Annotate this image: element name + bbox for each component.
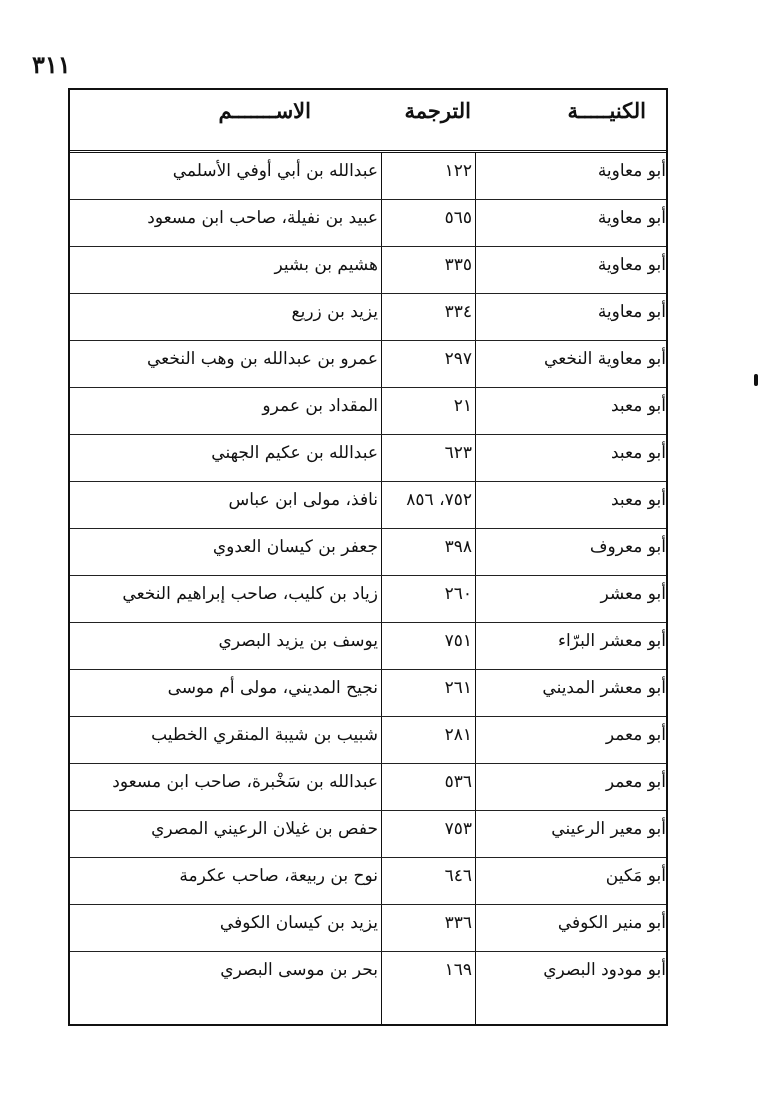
table-row — [70, 905, 666, 952]
kunya-index-table — [68, 88, 668, 1026]
table-row — [70, 811, 666, 858]
cell-kunya: أبو مودود البصري — [543, 960, 666, 980]
cell-tarjama: ٢٦٠ — [444, 584, 472, 604]
cell-name: حفص بن غيلان الرعيني المصري — [151, 819, 378, 839]
margin-mark — [754, 374, 758, 386]
cell-tarjama: ٢٦١ — [444, 678, 472, 698]
cell-name: عبدالله بن عكيم الجهني — [211, 443, 378, 463]
cell-name: يوسف بن يزيد البصري — [218, 631, 378, 651]
cell-name: نافذ، مولى ابن عباس — [228, 490, 378, 510]
cell-tarjama: ٧٥١ — [444, 631, 472, 651]
table-row — [70, 200, 666, 247]
table-row — [70, 529, 666, 576]
cell-name: شبيب بن شيبة المنقري الخطيب — [151, 725, 378, 745]
cell-tarjama: ٥٣٦ — [444, 772, 472, 792]
table-row — [70, 623, 666, 670]
table-header — [70, 90, 666, 153]
cell-kunya: أبو معاوية — [597, 302, 666, 322]
cell-tarjama: ٢٩٧ — [444, 349, 472, 369]
header-name: الاســـــــم — [218, 98, 311, 123]
cell-name: عبدالله بن سَخْبرة، صاحب ابن مسعود — [112, 772, 378, 792]
cell-name: عبدالله بن أبي أوفي الأسلمي — [172, 161, 378, 181]
cell-tarjama: ١٦٩ — [444, 960, 472, 980]
cell-name: عمرو بن عبدالله بن وهب النخعي — [146, 349, 378, 369]
cell-name: يزيد بن زريع — [291, 302, 378, 322]
table-row — [70, 764, 666, 811]
cell-kunya: أبو معشر البرّاء — [557, 631, 666, 651]
header-tarjama: الترجمة — [404, 98, 471, 123]
cell-kunya: أبو معبد — [610, 396, 666, 416]
cell-tarjama: ٦٤٦ — [444, 866, 472, 886]
cell-tarjama: ٥٦٥ — [444, 208, 472, 228]
cell-kunya: أبو معاوية النخعي — [544, 349, 666, 369]
cell-tarjama: ٧٥٣ — [444, 819, 472, 839]
table-row — [70, 858, 666, 905]
cell-tarjama: ٣٩٨ — [444, 537, 472, 557]
table-row — [70, 952, 666, 999]
table-row — [70, 153, 666, 200]
table-row — [70, 247, 666, 294]
cell-kunya: أبو منير الكوفي — [557, 913, 666, 933]
table-row — [70, 294, 666, 341]
table-row — [70, 341, 666, 388]
cell-tarjama: ٧٥٢، ٨٥٦ — [406, 490, 472, 510]
cell-tarjama: ٣٣٦ — [444, 913, 472, 933]
cell-kunya: أبو معاوية — [597, 161, 666, 181]
cell-tarjama: ٣٣٥ — [444, 255, 472, 275]
cell-name: هشيم بن بشير — [274, 255, 378, 275]
cell-kunya: أبو معبد — [610, 443, 666, 463]
cell-kunya: أبو معير الرعيني — [551, 819, 666, 839]
table-body — [70, 153, 666, 1024]
cell-name: عبيد بن نفيلة، صاحب ابن مسعود — [147, 208, 378, 228]
cell-name: بحر بن موسى البصري — [220, 960, 378, 980]
table-row — [70, 670, 666, 717]
cell-name: نجيح المديني، مولى أم موسى — [167, 678, 378, 698]
cell-tarjama: ١٢٢ — [444, 161, 472, 181]
cell-kunya: أبو معمر — [605, 725, 666, 745]
cell-tarjama: ٣٣٤ — [444, 302, 472, 322]
cell-kunya: أبو معاوية — [597, 208, 666, 228]
cell-kunya: أبو معشر المديني — [542, 678, 666, 698]
cell-name: المقداد بن عمرو — [262, 396, 378, 416]
cell-kunya: أبو مَكين — [605, 866, 666, 886]
table-row — [70, 388, 666, 435]
table-row — [70, 482, 666, 529]
cell-name: يزيد بن كيسان الكوفي — [219, 913, 378, 933]
cell-kunya: أبو معبد — [610, 490, 666, 510]
cell-tarjama: ٢٨١ — [444, 725, 472, 745]
cell-name: زياد بن كليب، صاحب إبراهيم النخعي — [122, 584, 378, 604]
cell-tarjama: ٦٢٣ — [444, 443, 472, 463]
cell-kunya: أبو معاوية — [597, 255, 666, 275]
page-number: ٣١١ — [32, 50, 71, 79]
table-row — [70, 576, 666, 623]
cell-kunya: أبو معروف — [589, 537, 666, 557]
cell-name: جعفر بن كيسان العدوي — [212, 537, 378, 557]
cell-name: نوح بن ربيعة، صاحب عكرمة — [179, 866, 378, 886]
header-kunya: الكنيـــــة — [567, 98, 646, 123]
table-row — [70, 717, 666, 764]
table-row — [70, 435, 666, 482]
cell-tarjama: ٢١ — [453, 396, 472, 416]
cell-kunya: أبو معشر — [600, 584, 666, 604]
cell-kunya: أبو معمر — [605, 772, 666, 792]
